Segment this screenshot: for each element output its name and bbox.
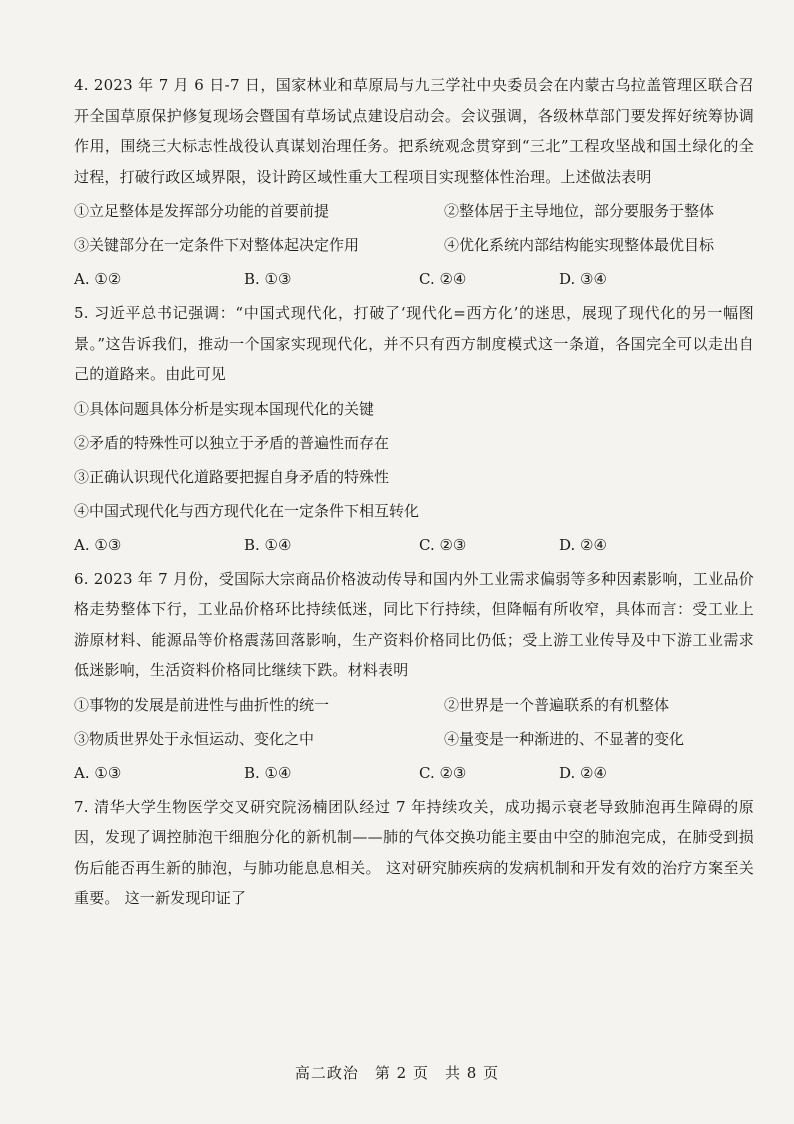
- question-4: [74, 70, 754, 294]
- statement-2: ②世界是一个普遍联系的有机整体: [444, 695, 670, 714]
- choice-a: A. ①③: [74, 763, 122, 782]
- statement-3: ③物质世界处于永恒运动、变化之中: [74, 729, 315, 748]
- statement-3: ③正确认识现代化道路要把握自身矛盾的特殊性: [74, 467, 390, 486]
- choice-c: C. ②③: [419, 535, 467, 554]
- choice-a: A. ①③: [74, 535, 122, 554]
- statement-4: ④量变是一种渐进的、不显著的变化: [444, 729, 685, 748]
- page-footer: 高二政治 第 2 页 共 8 页: [294, 1064, 500, 1082]
- choice-b: B. ①④: [244, 763, 292, 782]
- question-stem: 7. 清华大学生物医学交叉研究院汤楠团队经过 7 年持续攻关，成功揭示衰老导致肺泡再生障碍的原因，发现了调控肺泡干细胞分化的新机制——肺的气体交换功能主要由中空的肺泡完成，在肺受到损伤后能否再生新的肺泡，与肺功能息息相关。 这对研究肺疾病的发病机制和开发有效的治疗方案至关重要。 这一新发现印证了: [74, 797, 754, 907]
- question-6: [74, 564, 754, 788]
- statement-3: ③关键部分在一定条件下对整体起决定作用: [74, 236, 360, 254]
- statement-2: ②矛盾的特殊性可以独立于矛盾的普遍性而存在: [74, 433, 390, 452]
- question-7: [74, 792, 754, 914]
- question-stem: 5. 习近平总书记强调：“中国式现代化，打破了‘现代化=西方化’的迷思，展现了现代化的另一幅图景。”这告诉我们，推动一个国家实现现代化，并不只有西方制度模式这一条道，各国完全可以走出自己的道路来。由此可见: [74, 304, 754, 383]
- choice-c: C. ②③: [419, 763, 467, 782]
- statement-row: [74, 724, 754, 754]
- choice-c: C. ②④: [419, 270, 467, 288]
- question-stem: 4. 2023 年 7 月 6 日-7 日，国家林业和草原局与九三学社中央委员会在内蒙古乌拉盖管理区联合召开全国草原保护修复现场会暨国有草场试点建设启动会。会议强调，各级林草部门要发挥好统筹协调作用，围绕三大标志性战役认真谋划治理任务。把系统观念贯穿到“三北”工程攻坚战和国土绿化的全过程，打破行政区域界限，设计跨区域性重大工程项目实现整体性治理。上述做法表明: [74, 76, 754, 186]
- choice-row: [74, 264, 754, 294]
- choice-row: [74, 758, 754, 788]
- statement-1: ①具体问题具体分析是实现本国现代化的关键: [74, 399, 375, 418]
- question-stem: 6. 2023 年 7 月份，受国际大宗商品价格波动传导和国内外工业需求偏弱等多种因素影响，工业品价格走势整体下行，工业品价格环比持续低迷，同比下行持续，但降幅有所收窄，具体而言：受工业上游原材料、能源品等价格震荡回落影响，生产资料价格同比仍低；受上游工业传导及中下游工业需求低迷影响，生活资料价格同比继续下跌。材料表明: [74, 569, 754, 679]
- statement-4: ④中国式现代化与西方现代化在一定条件下相互转化: [74, 501, 420, 520]
- choice-b: B. ①④: [244, 535, 292, 554]
- statement-1: ①立足整体是发挥部分功能的首要前提: [74, 202, 330, 220]
- choice-d: D. ②④: [559, 535, 607, 554]
- choice-d: D. ③④: [559, 270, 607, 288]
- statement-row: [74, 196, 754, 226]
- statement-2: ②整体居于主导地位，部分要服务于整体: [444, 202, 715, 220]
- choice-d: D. ②④: [559, 763, 607, 782]
- statement-row: [74, 230, 754, 260]
- statement-1: ①事物的发展是前进性与曲折性的统一: [74, 695, 330, 714]
- choice-a: A. ①②: [74, 270, 122, 288]
- question-sheet: [74, 70, 754, 916]
- statement-4: ④优化系统内部结构能实现整体最优目标: [444, 236, 715, 254]
- choice-b: B. ①③: [244, 270, 292, 288]
- choice-row: [74, 530, 754, 560]
- question-5: [74, 298, 754, 560]
- statement-row: [74, 690, 754, 720]
